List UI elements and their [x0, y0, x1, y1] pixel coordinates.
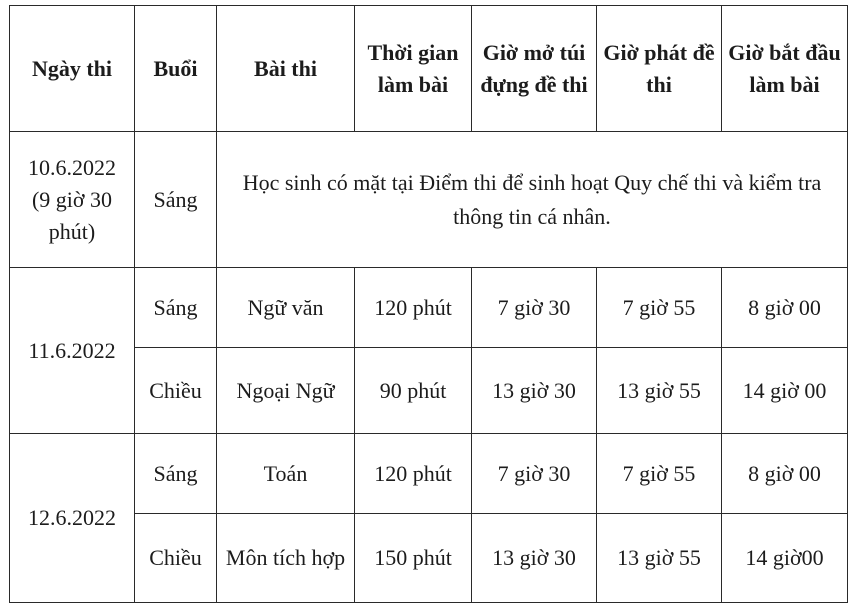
- subject-cell: Ngoại Ngữ: [217, 348, 355, 434]
- date-cell-day1: [10, 132, 135, 268]
- start-time-cell: 8 giờ 00: [722, 268, 848, 348]
- distribute-time-cell: 7 giờ 55: [597, 434, 722, 514]
- start-time-cell: 14 giờ00: [722, 514, 848, 603]
- start-time-cell: 14 giờ 00: [722, 348, 848, 434]
- open-time-cell: 7 giờ 30: [472, 434, 597, 514]
- session-cell: Sáng: [135, 132, 217, 268]
- orientation-note: Học sinh có mặt tại Điểm thi để sinh hoạt Quy chế thi và kiểm tra thông tin cá nhân.: [217, 132, 848, 268]
- session-cell: Chiều: [135, 348, 217, 434]
- duration-cell: 90 phút: [355, 348, 472, 434]
- header-duration: Thời gian làm bài: [355, 6, 472, 132]
- distribute-time-cell: 13 giờ 55: [597, 514, 722, 603]
- table-row: [10, 268, 848, 348]
- date-day1: 10.6.2022: [28, 154, 116, 180]
- header-open-time: Giờ mở túi đựng đề thi: [472, 6, 597, 132]
- header-start-time: Giờ bắt đầu làm bài: [722, 6, 848, 132]
- subject-cell: Ngữ văn: [217, 268, 355, 348]
- header-distribute-time: Giờ phát đề thi: [597, 6, 722, 132]
- header-subject: Bài thi: [217, 6, 355, 132]
- table-row: [10, 434, 848, 514]
- duration-cell: 120 phút: [355, 434, 472, 514]
- subject-cell: Môn tích hợp: [217, 514, 355, 603]
- open-time-cell: 7 giờ 30: [472, 268, 597, 348]
- subject-cell: Toán: [217, 434, 355, 514]
- date-cell-day2: 11.6.2022: [10, 268, 135, 434]
- table-row: [10, 348, 848, 434]
- duration-cell: 150 phút: [355, 514, 472, 603]
- open-time-cell: 13 giờ 30: [472, 348, 597, 434]
- session-cell: Chiều: [135, 514, 217, 603]
- header-session: Buổi: [135, 6, 217, 132]
- header-row: [10, 6, 848, 132]
- start-time-cell: 8 giờ 00: [722, 434, 848, 514]
- session-cell: Sáng: [135, 434, 217, 514]
- duration-cell: 120 phút: [355, 268, 472, 348]
- distribute-time-cell: 7 giờ 55: [597, 268, 722, 348]
- table-row-day1: [10, 132, 848, 268]
- header-date: Ngày thi: [10, 6, 135, 132]
- time-note-day1: (9 giờ 30 phút): [31, 186, 113, 244]
- distribute-time-cell: 13 giờ 55: [597, 348, 722, 434]
- exam-schedule-table: [9, 5, 848, 603]
- date-cell-day3: 12.6.2022: [10, 434, 135, 603]
- session-cell: Sáng: [135, 268, 217, 348]
- open-time-cell: 13 giờ 30: [472, 514, 597, 603]
- table-row: [10, 514, 848, 603]
